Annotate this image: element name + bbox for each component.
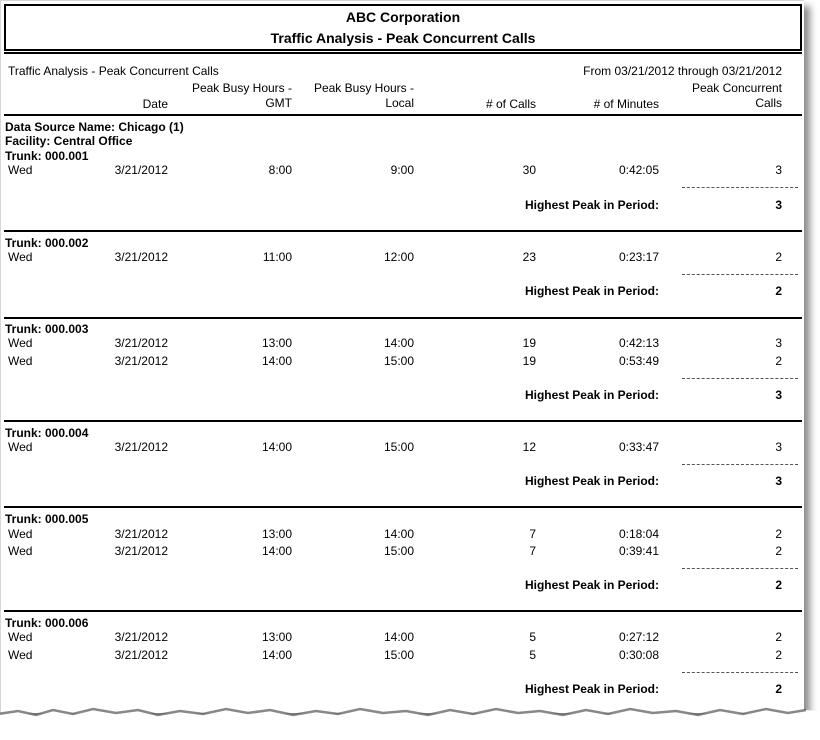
col-header-gmt-1: Peak Busy Hours - bbox=[191, 81, 292, 95]
report-subtitle: Traffic Analysis - Peak Concurrent Calls bbox=[8, 64, 219, 78]
row-date: 3/21/2012 bbox=[114, 250, 168, 264]
row-day: Wed bbox=[8, 163, 33, 177]
subtotal-divider bbox=[682, 464, 798, 465]
row-date: 3/21/2012 bbox=[114, 630, 168, 644]
trunk-name: Trunk: 000.005 bbox=[5, 512, 89, 526]
report-title: Traffic Analysis - Peak Concurrent Calls bbox=[270, 30, 536, 46]
trunk-name: Trunk: 000.004 bbox=[5, 426, 89, 440]
subtotal-divider bbox=[682, 672, 798, 673]
row-gmt: 11:00 bbox=[262, 250, 292, 264]
trunk-name: Trunk: 000.002 bbox=[5, 236, 89, 250]
row-calls: 7 bbox=[529, 527, 536, 541]
row-minutes: 0:33:47 bbox=[618, 440, 659, 454]
row-peak: 2 bbox=[775, 354, 782, 368]
row-local: 12:00 bbox=[383, 250, 414, 264]
row-day: Wed bbox=[8, 648, 33, 662]
row-minutes: 0:53:49 bbox=[618, 354, 659, 368]
row-local: 9:00 bbox=[390, 163, 414, 177]
row-peak: 2 bbox=[775, 250, 782, 264]
row-local: 14:00 bbox=[383, 336, 414, 350]
row-gmt: 8:00 bbox=[268, 163, 292, 177]
trunk-divider bbox=[4, 610, 802, 612]
row-calls: 30 bbox=[522, 163, 536, 177]
row-minutes: 0:30:08 bbox=[618, 648, 659, 662]
data-source-name: Data Source Name: Chicago (1) bbox=[5, 120, 184, 134]
row-minutes: 0:27:12 bbox=[618, 630, 659, 644]
row-gmt: 14:00 bbox=[261, 648, 292, 662]
row-peak: 2 bbox=[775, 527, 782, 541]
highest-peak-value: 3 bbox=[775, 198, 782, 212]
row-gmt: 14:00 bbox=[261, 354, 292, 368]
row-calls: 7 bbox=[529, 544, 536, 558]
torn-edge-decoration bbox=[0, 700, 820, 740]
highest-peak-value: 2 bbox=[775, 578, 782, 592]
row-local: 15:00 bbox=[383, 544, 414, 558]
row-calls: 12 bbox=[522, 440, 536, 454]
trunk-divider bbox=[4, 506, 802, 508]
row-date: 3/21/2012 bbox=[114, 163, 168, 177]
row-calls: 23 bbox=[522, 250, 536, 264]
row-date: 3/21/2012 bbox=[114, 354, 168, 368]
col-header-gmt-2: GMT bbox=[265, 96, 292, 110]
row-peak: 3 bbox=[775, 163, 782, 177]
row-calls: 5 bbox=[529, 630, 536, 644]
row-peak: 3 bbox=[775, 336, 782, 350]
row-calls: 19 bbox=[522, 336, 536, 350]
trunk-divider bbox=[4, 420, 802, 422]
row-minutes: 0:39:41 bbox=[618, 544, 659, 558]
row-gmt: 13:00 bbox=[261, 630, 292, 644]
row-local: 15:00 bbox=[383, 648, 414, 662]
row-date: 3/21/2012 bbox=[114, 440, 168, 454]
row-calls: 19 bbox=[522, 354, 536, 368]
row-minutes: 0:18:04 bbox=[618, 527, 659, 541]
row-calls: 5 bbox=[529, 648, 536, 662]
row-local: 14:00 bbox=[383, 630, 414, 644]
row-day: Wed bbox=[8, 544, 33, 558]
row-gmt: 14:00 bbox=[261, 440, 292, 454]
trunk-divider bbox=[4, 230, 802, 232]
highest-peak-label: Highest Peak in Period: bbox=[524, 198, 659, 212]
trunk-name: Trunk: 000.006 bbox=[5, 616, 89, 630]
highest-peak-value: 3 bbox=[775, 474, 782, 488]
row-date: 3/21/2012 bbox=[114, 648, 168, 662]
highest-peak-label: Highest Peak in Period: bbox=[524, 284, 659, 298]
subtotal-divider bbox=[682, 187, 798, 188]
row-date: 3/21/2012 bbox=[114, 544, 168, 558]
row-day: Wed bbox=[8, 440, 33, 454]
col-header-date: Date bbox=[142, 97, 168, 111]
row-peak: 2 bbox=[775, 544, 782, 558]
row-day: Wed bbox=[8, 630, 33, 644]
col-header-calls: # of Calls bbox=[485, 97, 536, 111]
row-local: 15:00 bbox=[383, 354, 414, 368]
facility-name: Facility: Central Office bbox=[5, 134, 133, 148]
trunk-name: Trunk: 000.001 bbox=[5, 149, 89, 163]
row-peak: 3 bbox=[775, 440, 782, 454]
highest-peak-value: 2 bbox=[775, 682, 782, 696]
row-local: 15:00 bbox=[383, 440, 414, 454]
col-header-minutes: # of Minutes bbox=[593, 97, 659, 111]
row-peak: 2 bbox=[775, 630, 782, 644]
row-minutes: 0:42:13 bbox=[618, 336, 659, 350]
column-header-rule bbox=[4, 114, 802, 116]
highest-peak-value: 3 bbox=[775, 388, 782, 402]
row-day: Wed bbox=[8, 527, 33, 541]
col-header-local-1: Peak Busy Hours - bbox=[313, 81, 414, 95]
row-gmt: 13:00 bbox=[261, 336, 292, 350]
highest-peak-label: Highest Peak in Period: bbox=[524, 388, 659, 402]
subtotal-divider bbox=[682, 378, 798, 379]
row-gmt: 14:00 bbox=[261, 544, 292, 558]
row-minutes: 0:42:05 bbox=[618, 163, 659, 177]
col-header-peak-1: Peak Concurrent bbox=[691, 81, 782, 95]
col-header-local-2: Local bbox=[385, 96, 414, 110]
highest-peak-value: 2 bbox=[775, 284, 782, 298]
highest-peak-label: Highest Peak in Period: bbox=[524, 578, 659, 592]
date-range: From 03/21/2012 through 03/21/2012 bbox=[583, 64, 782, 78]
company-name: ABC Corporation bbox=[345, 9, 461, 25]
row-date: 3/21/2012 bbox=[114, 527, 168, 541]
trunk-name: Trunk: 000.003 bbox=[5, 322, 89, 336]
header-rule bbox=[4, 52, 802, 54]
col-header-peak-2: Calls bbox=[755, 96, 782, 110]
trunk-divider bbox=[4, 317, 802, 319]
row-minutes: 0:23:17 bbox=[618, 250, 659, 264]
row-day: Wed bbox=[8, 354, 33, 368]
report-title-box bbox=[4, 4, 802, 51]
row-day: Wed bbox=[8, 336, 33, 350]
row-local: 14:00 bbox=[383, 527, 414, 541]
subtotal-divider bbox=[682, 274, 798, 275]
highest-peak-label: Highest Peak in Period: bbox=[524, 682, 659, 696]
row-peak: 2 bbox=[775, 648, 782, 662]
row-date: 3/21/2012 bbox=[114, 336, 168, 350]
subtotal-divider bbox=[682, 568, 798, 569]
row-gmt: 13:00 bbox=[261, 527, 292, 541]
highest-peak-label: Highest Peak in Period: bbox=[524, 474, 659, 488]
row-day: Wed bbox=[8, 250, 33, 264]
